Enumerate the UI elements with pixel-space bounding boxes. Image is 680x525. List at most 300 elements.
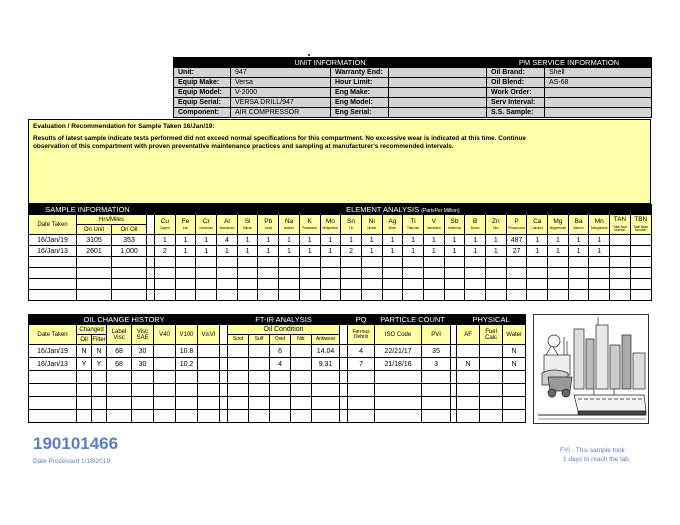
- element-value: [486, 268, 507, 279]
- unit-info-label: Equip Make:: [174, 78, 231, 88]
- spacer-cell: [340, 371, 348, 384]
- element-value: [382, 257, 403, 268]
- label-visc: [107, 371, 132, 384]
- visc-sae: [132, 371, 154, 384]
- unit-information-table: [173, 57, 487, 118]
- pm-info-row: [487, 108, 652, 118]
- v100-value: [176, 371, 198, 384]
- element-value: [506, 279, 527, 290]
- unit-info-value: AIR COMPRESSOR: [231, 108, 331, 118]
- element-header: [568, 215, 589, 235]
- element-header: [341, 215, 362, 235]
- spacer-cell: [147, 235, 155, 246]
- element-value: [630, 235, 651, 246]
- element-symbol: Ca: [533, 217, 542, 225]
- pvi-value: 3: [422, 358, 451, 371]
- sample-number: 190101466: [33, 434, 119, 453]
- element-value: [320, 268, 341, 279]
- element-value: 1: [299, 246, 320, 257]
- oil-date: 16/Jan/13: [29, 358, 77, 371]
- spacer-cell: [147, 205, 155, 215]
- element-value: [630, 246, 651, 257]
- oil-row: [29, 397, 526, 410]
- pvi-value: [422, 410, 451, 423]
- element-value: [155, 279, 176, 290]
- ferrous-debris-value: [348, 410, 375, 423]
- unit-info-row: [174, 78, 487, 88]
- oil-row: [29, 384, 526, 397]
- spacer-cell: [147, 268, 155, 279]
- pm-info-row: [487, 98, 652, 108]
- element-symbol: V: [431, 217, 436, 225]
- sample-row: [29, 290, 652, 301]
- oil-row: [29, 358, 526, 371]
- element-value: [630, 290, 651, 301]
- spacer-cell: [220, 371, 228, 384]
- fyi-line-2: 1 days to reach the lab.: [563, 456, 631, 463]
- spacer-cell: [147, 215, 155, 235]
- visc-sae: 30: [132, 358, 154, 371]
- element-header: [589, 215, 610, 235]
- element-value: 1: [548, 235, 569, 246]
- element-value: [610, 290, 631, 301]
- sample-on-unit: [77, 257, 112, 268]
- pm-service-table: [486, 57, 652, 118]
- element-symbol: K: [307, 217, 312, 225]
- unit-info-label: Component:: [174, 108, 231, 118]
- element-value: [630, 279, 651, 290]
- spacer-cell: [220, 358, 228, 371]
- spacer-cell: [220, 345, 228, 358]
- element-symbol: Sb: [450, 217, 459, 225]
- element-value: [548, 290, 569, 301]
- element-value: [486, 279, 507, 290]
- pm-info-value: AS-68: [545, 78, 652, 88]
- element-value: 1: [320, 235, 341, 246]
- ftir-value: [291, 358, 312, 371]
- spacer-cell: [147, 290, 155, 301]
- element-value: 1: [486, 246, 507, 257]
- element-value: [155, 268, 176, 279]
- v100-header: V100: [176, 325, 198, 345]
- element-value: 1: [568, 246, 589, 257]
- element-value: [527, 257, 548, 268]
- unit-info-value: [389, 78, 487, 88]
- ftir-value: [312, 410, 340, 423]
- element-symbol: Pb: [264, 217, 273, 225]
- element-value: [486, 290, 507, 301]
- ftir-col-header: Nitr: [291, 335, 312, 345]
- fyi-line-1: FYI - This sample took: [560, 447, 625, 454]
- element-value: [299, 268, 320, 279]
- element-symbol: TBN: [634, 216, 648, 224]
- element-value: 1: [258, 235, 279, 246]
- element-value: [320, 257, 341, 268]
- sample-on-unit: 2601: [77, 246, 112, 257]
- element-value: [299, 257, 320, 268]
- element-value: [568, 279, 589, 290]
- element-header: [527, 215, 548, 235]
- unit-info-row: [174, 68, 487, 78]
- ftir-col-header: Antiwear: [312, 335, 340, 345]
- unit-info-label: Equip Model:: [174, 88, 231, 98]
- af-value: [457, 371, 480, 384]
- filter-changed: [92, 410, 107, 423]
- ftir-value: [228, 345, 249, 358]
- iso-code-value: 21/18/16: [375, 358, 422, 371]
- v100-value: [176, 384, 198, 397]
- unit-info-title: UNIT INFORMATION: [174, 58, 487, 68]
- element-value: 1: [237, 235, 258, 246]
- element-value: [320, 279, 341, 290]
- element-header: [423, 215, 444, 235]
- pm-info-row: [487, 78, 652, 88]
- element-symbol: Fe: [181, 217, 190, 225]
- iso-code-header: ISO Code: [375, 325, 422, 345]
- element-value: [320, 290, 341, 301]
- element-value: 1: [527, 246, 548, 257]
- sample-date: 16/Jan/19: [29, 235, 77, 246]
- element-header: [548, 215, 569, 235]
- element-name: chromium: [199, 226, 214, 231]
- oil-date: [29, 397, 77, 410]
- element-value: [630, 257, 651, 268]
- element-value: [465, 279, 486, 290]
- element-value: [403, 279, 424, 290]
- element-name: Silicon: [242, 226, 253, 231]
- element-value: [279, 257, 300, 268]
- fuel-calc-value: [480, 345, 503, 358]
- unit-info-label: Eng Serial:: [331, 108, 389, 118]
- filter-changed: [92, 384, 107, 397]
- visvi-header: VisVI: [198, 325, 220, 345]
- filter-changed: Y: [92, 358, 107, 371]
- spacer-cell: [340, 325, 348, 345]
- element-symbol: Ba: [574, 217, 583, 225]
- element-value: [444, 279, 465, 290]
- sample-on-unit: 3105: [77, 235, 112, 246]
- element-value: [155, 257, 176, 268]
- oil-row: [29, 345, 526, 358]
- element-value: 1: [279, 246, 300, 257]
- ferrous-debris-value: [348, 371, 375, 384]
- visc-sae: [132, 410, 154, 423]
- af-header: AF: [457, 325, 480, 345]
- unit-info-value: VERSA DRILL/947: [231, 98, 331, 108]
- oil-changed: [77, 371, 92, 384]
- visvi-value: [198, 358, 220, 371]
- ftir-value: [249, 371, 270, 384]
- element-value: 1: [258, 246, 279, 257]
- element-value: 2: [341, 246, 362, 257]
- element-value: [361, 279, 382, 290]
- pvi-value: [422, 397, 451, 410]
- element-value: [196, 290, 217, 301]
- element-value: [341, 257, 362, 268]
- unit-info-row: [174, 108, 487, 118]
- fuel-calc-header: Fuel Calc: [480, 325, 503, 345]
- element-value: 1: [299, 235, 320, 246]
- element-value: [217, 290, 238, 301]
- element-symbol: Ni: [368, 217, 375, 225]
- spacer-cell: [147, 246, 155, 257]
- water-header: Water: [503, 325, 526, 345]
- af-value: [457, 384, 480, 397]
- element-name: Iron: [182, 226, 189, 231]
- element-name: Total Base Number: [633, 224, 649, 232]
- pm-info-label: Oil Brand:: [487, 68, 545, 78]
- oil-changed: [77, 384, 92, 397]
- element-value: 1: [423, 246, 444, 257]
- element-value: 2: [155, 246, 176, 257]
- water-value: [503, 397, 526, 410]
- decorative-dot: [308, 54, 310, 56]
- evaluation-heading: Evaluation / Recommendation for Sample Taken 16/Jan/19:: [33, 123, 215, 130]
- element-value: [403, 268, 424, 279]
- element-analysis-subtitle: (PartsPer Million): [421, 207, 460, 214]
- on-oil-header: On Oil: [112, 225, 147, 235]
- element-symbol: B: [472, 217, 478, 225]
- spacer-cell: [340, 397, 348, 410]
- pm-info-value: [545, 88, 652, 98]
- element-value: [589, 290, 610, 301]
- element-value: 1: [444, 246, 465, 257]
- pm-info-label: Work Order:: [487, 88, 545, 98]
- sample-date: [29, 268, 77, 279]
- element-value: [361, 268, 382, 279]
- sample-row: [29, 257, 652, 268]
- v40-value: [154, 397, 176, 410]
- element-value: [610, 235, 631, 246]
- filter-changed-header: Filter: [92, 336, 106, 343]
- oil-change-table: [28, 314, 526, 423]
- oil-changed: Y: [77, 358, 92, 371]
- on-unit-header: On Unit: [77, 225, 112, 235]
- element-value: [382, 290, 403, 301]
- spacer-cell: [147, 279, 155, 290]
- label-visc: [107, 397, 132, 410]
- visc-sae: [132, 384, 154, 397]
- element-symbol: Al: [224, 217, 230, 225]
- element-value: 1: [527, 235, 548, 246]
- element-header: [258, 215, 279, 235]
- element-value: 1: [465, 235, 486, 246]
- ftir-value: [249, 397, 270, 410]
- ftir-value: [270, 371, 291, 384]
- element-value: [341, 279, 362, 290]
- spacer-cell: [220, 384, 228, 397]
- element-header: [403, 215, 424, 235]
- element-name: Magnesium: [549, 226, 567, 231]
- element-value: [361, 290, 382, 301]
- element-value: [155, 290, 176, 301]
- spacer-cell: [220, 410, 228, 423]
- oil-row: [29, 371, 526, 384]
- ferrous-debris-value: [348, 397, 375, 410]
- element-symbol: Zn: [492, 217, 500, 225]
- visvi-value: [198, 345, 220, 358]
- element-value: [568, 257, 589, 268]
- sample-on-oil: 1,000: [112, 246, 147, 257]
- element-value: [382, 279, 403, 290]
- element-value: [423, 279, 444, 290]
- element-value: 1: [382, 246, 403, 257]
- element-value: [506, 268, 527, 279]
- element-symbol: Na: [284, 217, 294, 225]
- oil-changed: [77, 410, 92, 423]
- v40-value: [154, 384, 176, 397]
- ftir-col-header: Sulf: [249, 335, 270, 345]
- element-value: 27: [506, 246, 527, 257]
- sample-on-oil: 353: [112, 235, 147, 246]
- unit-info-value: [389, 98, 487, 108]
- unit-info-label: Warranty End:: [331, 68, 389, 78]
- oil-changed: N: [77, 345, 92, 358]
- spacer-cell: [340, 410, 348, 423]
- ftir-value: [249, 358, 270, 371]
- element-value: 1: [217, 246, 238, 257]
- visvi-value: [198, 384, 220, 397]
- ftir-value: [291, 397, 312, 410]
- sample-on-oil: [112, 279, 147, 290]
- element-value: [610, 246, 631, 257]
- sample-row: [29, 268, 652, 279]
- unit-info-value: Versa: [231, 78, 331, 88]
- unit-info-value: V-2000: [231, 88, 331, 98]
- element-value: [237, 268, 258, 279]
- element-name: Phosphorus: [508, 226, 526, 231]
- ftir-value: [291, 410, 312, 423]
- ftir-value: [249, 410, 270, 423]
- sample-title-row: [29, 205, 652, 215]
- sample-element-table: [28, 204, 652, 301]
- oil-date: [29, 384, 77, 397]
- fuel-calc-value: [480, 358, 503, 371]
- element-value: [217, 268, 238, 279]
- element-value: [506, 257, 527, 268]
- element-name: Barium: [573, 226, 584, 231]
- unit-info-label: Hour Limit:: [331, 78, 389, 88]
- element-header: [444, 215, 465, 235]
- oil-row: [29, 410, 526, 423]
- sample-date: [29, 279, 77, 290]
- element-value: [258, 268, 279, 279]
- ftir-value: [228, 384, 249, 397]
- label-visc: 68: [107, 345, 132, 358]
- element-header: [196, 215, 217, 235]
- oil-title-row: [29, 315, 526, 325]
- visvi-value: [198, 371, 220, 384]
- element-value: [506, 290, 527, 301]
- unit-info-label: Eng Make:: [331, 88, 389, 98]
- element-name: Nickel: [367, 226, 377, 231]
- element-value: [423, 268, 444, 279]
- element-analysis-title: [155, 205, 652, 215]
- element-value: [610, 279, 631, 290]
- element-value: 1: [403, 246, 424, 257]
- element-value: 1: [589, 235, 610, 246]
- v100-value: [176, 397, 198, 410]
- spacer-cell: [220, 315, 228, 325]
- element-value: [258, 279, 279, 290]
- element-value: 1: [196, 246, 217, 257]
- sample-on-unit: [77, 268, 112, 279]
- af-value: [457, 410, 480, 423]
- unit-info-value: 947: [231, 68, 331, 78]
- element-value: 1: [444, 235, 465, 246]
- sample-row: [29, 279, 652, 290]
- element-value: 1: [423, 235, 444, 246]
- oil-change-title: OIL CHANGE HISTORY: [29, 315, 220, 325]
- element-value: [403, 257, 424, 268]
- unit-info-value: [389, 68, 487, 78]
- element-value: [237, 290, 258, 301]
- element-value: 1: [361, 246, 382, 257]
- iso-code-value: [375, 371, 422, 384]
- ftir-value: 14.04: [312, 345, 340, 358]
- spacer-cell: [147, 257, 155, 268]
- pm-info-label: Serv Interval:: [487, 98, 545, 108]
- pm-info-label: Oil Blend:: [487, 78, 545, 88]
- element-value: [175, 268, 196, 279]
- oil-date: [29, 371, 77, 384]
- spacer-cell: [340, 315, 348, 325]
- element-name: Boron: [470, 226, 480, 231]
- element-symbol: P: [514, 217, 519, 225]
- sample-date: [29, 290, 77, 301]
- element-value: [423, 290, 444, 301]
- element-value: [465, 257, 486, 268]
- unit-info-value: [389, 88, 487, 98]
- industrial-illustration: [533, 314, 649, 424]
- v100-value: 10.8: [176, 345, 198, 358]
- element-name: Calcium: [531, 226, 543, 231]
- ftir-value: [270, 397, 291, 410]
- af-value: N: [457, 358, 480, 371]
- pvi-value: [422, 384, 451, 397]
- element-name: Silver: [388, 226, 397, 231]
- element-name: Molybdenu: [322, 226, 339, 231]
- element-name: Tin: [348, 226, 354, 231]
- ftir-value: [228, 358, 249, 371]
- evaluation-box: [28, 119, 651, 204]
- pvi-value: [422, 371, 451, 384]
- element-value: [548, 279, 569, 290]
- element-value: 1: [382, 235, 403, 246]
- element-header: [237, 215, 258, 235]
- element-value: [175, 257, 196, 268]
- visc-sae-header: Visc SAE: [132, 325, 154, 345]
- sample-on-unit: [77, 279, 112, 290]
- ferrous-debris-header: Ferrous Debris: [348, 325, 375, 345]
- water-value: [503, 371, 526, 384]
- v100-value: 10.2: [176, 358, 198, 371]
- element-value: [610, 257, 631, 268]
- element-value: 1: [320, 246, 341, 257]
- evaluation-text-1: Results of latest sample indicate tests performed did not exceed normal specifications for this compartment. No excessive wear is indicated at this time. Continue: [33, 135, 526, 142]
- element-value: 1: [548, 246, 569, 257]
- element-name: Potassium: [302, 226, 318, 231]
- element-value: 1: [237, 246, 258, 257]
- fuel-calc-value: [480, 410, 503, 423]
- fuel-calc-value: [480, 384, 503, 397]
- element-value: [465, 290, 486, 301]
- element-name: Titanium: [407, 226, 420, 231]
- element-header: [610, 215, 631, 235]
- element-value: [403, 290, 424, 301]
- sample-header-row: [29, 215, 652, 225]
- date-taken-header: Date Taken: [29, 325, 77, 345]
